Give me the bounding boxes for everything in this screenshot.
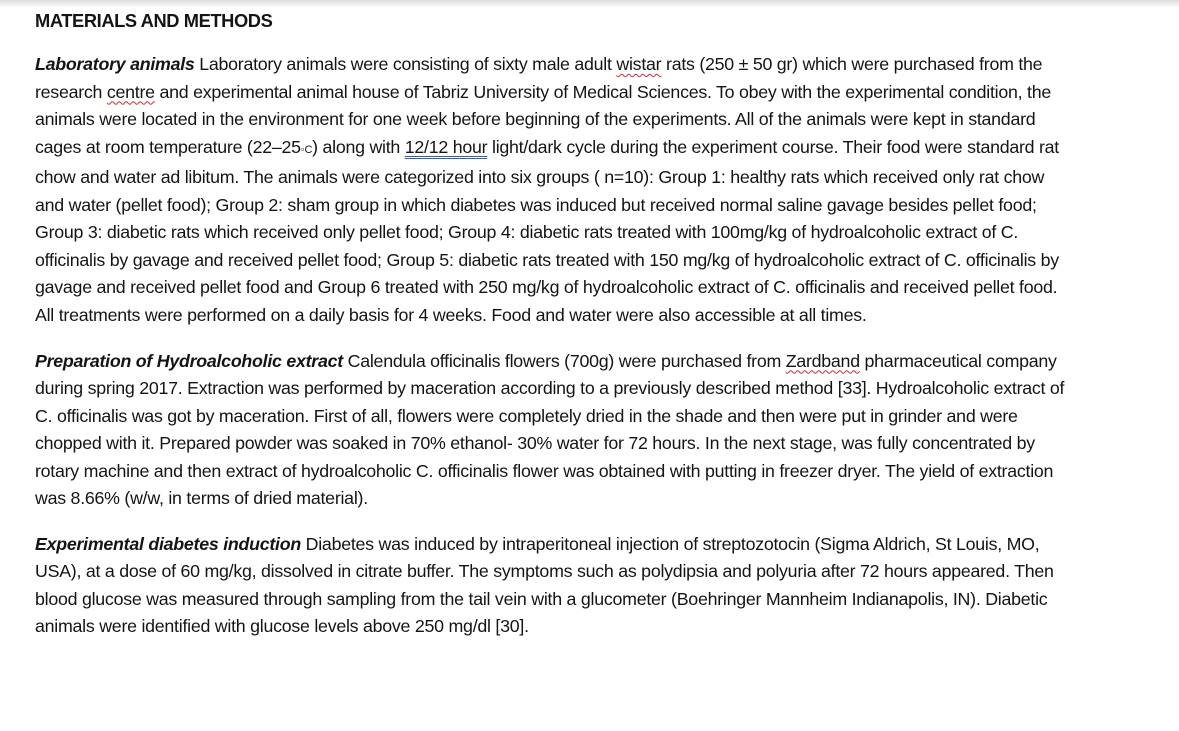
paragraph-text: Calendula officinalis flowers (700g) were purchased from	[342, 350, 786, 371]
paragraph-text: ) along with	[312, 136, 405, 157]
paragraph-diabetes-induction[interactable]	[35, 531, 1065, 641]
paragraph-text: rats (250 ± 50 gr) which were purchased from the research	[35, 54, 1043, 102]
degree-unit: ◦C	[300, 143, 313, 156]
spelling-error-word[interactable]: centre	[106, 81, 155, 102]
paragraph-text: Diabetes was induced by intraperitoneal injection of streptozotocin (Sigma Aldrich, St Louis, MO, USA), at a dose of 60 mg/kg, dissolved in citrate buffer. The symptoms such as polydipsia and polyuria after 72 hours appeared. Then blood glucose was measured through sampling from the tail vein with a glucometer (Boehringer Mannheim Indianapolis, IN). Diabetic animals were identified with glucose levels above 250 mg/dl [30].	[35, 533, 1054, 636]
paragraph-hydroalcoholic-extract[interactable]	[35, 348, 1065, 513]
spelling-error-word[interactable]: wistar	[616, 54, 662, 74]
paragraph-text: light/dark cycle during the experiment course. Their food were standard rat chow and water ad libitum. The animals were categorized into six groups ( n=10): Group 1: healthy rats which received only rat chow and water (pellet food); Group 2: sham group in which diabetes was induced but received normal saline gavage besides pellet food; Group 3: diabetic rats which received only pellet food; Group 4: diabetic rats treated with 100mg/kg of hydroalcoholic extract of C. officinalis by gavage and received pellet food; Group 5: diabetic rats treated with 150 mg/kg of hydroalcoholic extract of C. officinalis by gavage and received pellet food and Group 6 treated with 250 mg/kg of hydroalcoholic extract of C. officinalis and received pellet food. All treatments were performed on a daily basis for 4 weeks. Food and water were also accessible at all times.	[35, 136, 1060, 325]
paragraph-title: Laboratory animals	[35, 54, 195, 74]
paragraph-text: Laboratory animals were consisting of sixty male adult	[194, 54, 617, 74]
paragraph-text: pharmaceutical company during spring 2017. Extraction was performed by maceration according to a previously described method [33]. Hydroalcoholic extract of C. officinalis was got by maceration. First of all, flowers were completely dried in the shade and then were put in grinder and were chopped with it. Prepared powder was soaked in 70% ethanol- 30% water for 72 hours. In the next stage, was fully concentrated by rotary machine and then extract of hydroalcoholic C. officinalis flower was obtained with putting in freezer dryer. The yield of extraction was 8.66% (w/w, in terms of dried material).	[35, 350, 1065, 508]
paragraph-text: and experimental animal house of Tabriz University of Medical Sciences. To obey with the experimental condition, the animals were located in the environment for one week before beginning of the experiments. All of the animals were kept in standard cages at room temperature (22–25	[35, 81, 1051, 157]
grammar-suggestion-phrase[interactable]: 12/12 hour	[404, 136, 488, 157]
paragraph-laboratory-animals[interactable]	[35, 51, 1065, 329]
document-page[interactable]	[35, 8, 1065, 641]
window-top-shadow	[0, 0, 1179, 8]
paragraph-title: Experimental diabetes induction	[35, 533, 301, 554]
spelling-error-word[interactable]: Zardband	[785, 350, 860, 371]
section-heading: MATERIALS AND METHODS	[35, 10, 273, 31]
paragraph-title: Preparation of Hydroalcoholic extract	[35, 350, 343, 371]
